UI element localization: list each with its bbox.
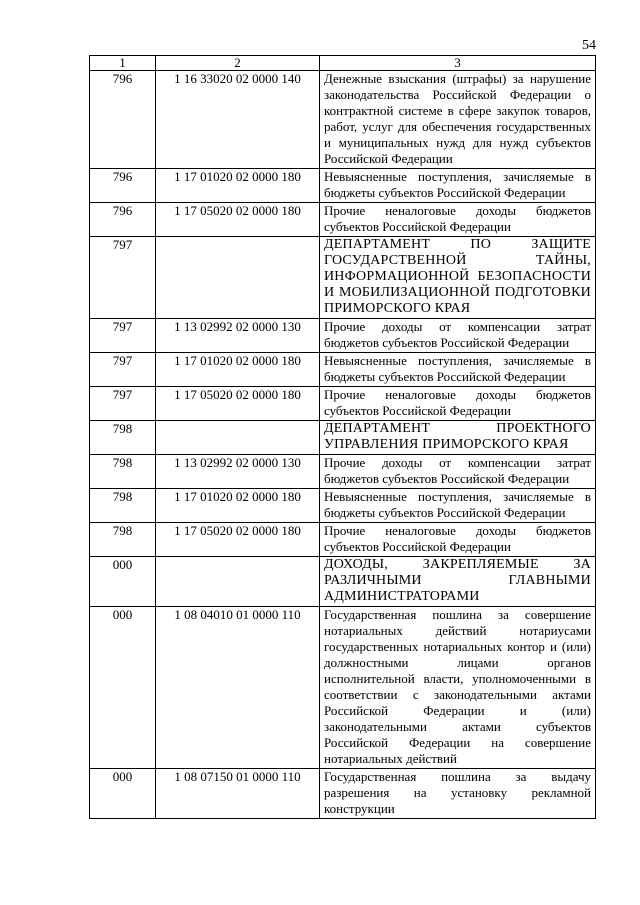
revenue-code-cell: 1 08 04010 01 0000 110 bbox=[156, 607, 320, 769]
table-row bbox=[90, 607, 596, 769]
revenue-code-cell: 1 17 01020 02 0000 180 bbox=[156, 169, 320, 203]
column-header-1: 1 bbox=[90, 56, 156, 71]
revenue-description-cell: Невыясненные поступления, зачисляемые в бюджеты субъектов Российской Федерации bbox=[320, 489, 596, 523]
admin-code-cell: 797 bbox=[90, 387, 156, 421]
column-header-2: 2 bbox=[156, 56, 320, 71]
table-row bbox=[90, 387, 596, 421]
department-name-cell: ДЕПАРТАМЕНТ ПО ЗАЩИТЕ ГОСУДАРСТВЕННОЙ ТАЙНЫ, ИНФОРМАЦИОННОЙ БЕЗОПАСНОСТИ И МОБИЛИЗАЦИОННОЙ ПОДГОТОВКИ ПРИМОРСКОГО КРАЯ bbox=[320, 237, 596, 319]
admin-code-cell: 796 bbox=[90, 169, 156, 203]
table-row bbox=[90, 455, 596, 489]
revenue-code-cell: 1 17 05020 02 0000 180 bbox=[156, 203, 320, 237]
revenue-description-cell: Прочие неналоговые доходы бюджетов субъектов Российской Федерации bbox=[320, 523, 596, 557]
admin-code-cell: 798 bbox=[90, 523, 156, 557]
admin-code-cell: 797 bbox=[90, 319, 156, 353]
table-row bbox=[90, 353, 596, 387]
revenue-table bbox=[89, 55, 596, 819]
header-row bbox=[90, 56, 596, 71]
revenue-code-cell bbox=[156, 237, 320, 319]
revenue-code-cell: 1 13 02992 02 0000 130 bbox=[156, 319, 320, 353]
admin-code-cell: 798 bbox=[90, 455, 156, 489]
table-row bbox=[90, 489, 596, 523]
admin-code-cell: 798 bbox=[90, 421, 156, 455]
table-row bbox=[90, 421, 596, 455]
revenue-code-cell: 1 17 05020 02 0000 180 bbox=[156, 387, 320, 421]
column-header-3: 3 bbox=[320, 56, 596, 71]
revenue-code-cell: 1 08 07150 01 0000 110 bbox=[156, 769, 320, 819]
department-name-cell: ДОХОДЫ, ЗАКРЕПЛЯЕМЫЕ ЗА РАЗЛИЧНЫМИ ГЛАВНЫМИ АДМИНИСТРАТОРАМИ bbox=[320, 557, 596, 607]
revenue-description-cell: Государственная пошлина за выдачу разрешения на установку рекламной конструкции bbox=[320, 769, 596, 819]
revenue-code-cell: 1 17 01020 02 0000 180 bbox=[156, 353, 320, 387]
revenue-code-cell: 1 16 33020 02 0000 140 bbox=[156, 71, 320, 169]
admin-code-cell: 796 bbox=[90, 203, 156, 237]
admin-code-cell: 000 bbox=[90, 607, 156, 769]
table-row bbox=[90, 169, 596, 203]
revenue-code-cell: 1 17 05020 02 0000 180 bbox=[156, 523, 320, 557]
table-row bbox=[90, 523, 596, 557]
table-row bbox=[90, 237, 596, 319]
revenue-code-cell: 1 13 02992 02 0000 130 bbox=[156, 455, 320, 489]
revenue-description-cell: Денежные взыскания (штрафы) за нарушение законодательства Российской Федерации о контрактной системе в сфере закупок товаров, работ, услуг для обеспечения государственных и муниципальных нужд для нужд субъектов Российской Федерации bbox=[320, 71, 596, 169]
table-row bbox=[90, 557, 596, 607]
admin-code-cell: 000 bbox=[90, 769, 156, 819]
table-row bbox=[90, 319, 596, 353]
revenue-description-cell: Прочие неналоговые доходы бюджетов субъектов Российской Федерации bbox=[320, 387, 596, 421]
admin-code-cell: 000 bbox=[90, 557, 156, 607]
admin-code-cell: 797 bbox=[90, 237, 156, 319]
revenue-description-cell: Прочие доходы от компенсации затрат бюджетов субъектов Российской Федерации bbox=[320, 455, 596, 489]
admin-code-cell: 797 bbox=[90, 353, 156, 387]
admin-code-cell: 798 bbox=[90, 489, 156, 523]
table-row bbox=[90, 203, 596, 237]
revenue-code-cell: 1 17 01020 02 0000 180 bbox=[156, 489, 320, 523]
revenue-description-cell: Невыясненные поступления, зачисляемые в бюджеты субъектов Российской Федерации bbox=[320, 353, 596, 387]
page-number: 54 bbox=[582, 38, 596, 53]
department-name-cell: ДЕПАРТАМЕНТ ПРОЕКТНОГО УПРАВЛЕНИЯ ПРИМОРСКОГО КРАЯ bbox=[320, 421, 596, 455]
revenue-description-cell: Прочие неналоговые доходы бюджетов субъектов Российской Федерации bbox=[320, 203, 596, 237]
revenue-description-cell: Прочие доходы от компенсации затрат бюджетов субъектов Российской Федерации bbox=[320, 319, 596, 353]
table-row bbox=[90, 769, 596, 819]
revenue-description-cell: Государственная пошлина за совершение нотариальных действий нотариусами государственных нотариальных контор и (или) должностными лицами органов исполнительной власти, уполномоченными в соответствии с законодательными актами Российской Федерации и (или) законодательными актами субъектов Российской Федерации на совершение нотариальных действий bbox=[320, 607, 596, 769]
revenue-code-cell bbox=[156, 421, 320, 455]
table-row bbox=[90, 71, 596, 169]
revenue-description-cell: Невыясненные поступления, зачисляемые в бюджеты субъектов Российской Федерации bbox=[320, 169, 596, 203]
revenue-code-cell bbox=[156, 557, 320, 607]
admin-code-cell: 796 bbox=[90, 71, 156, 169]
table-body bbox=[90, 56, 596, 819]
